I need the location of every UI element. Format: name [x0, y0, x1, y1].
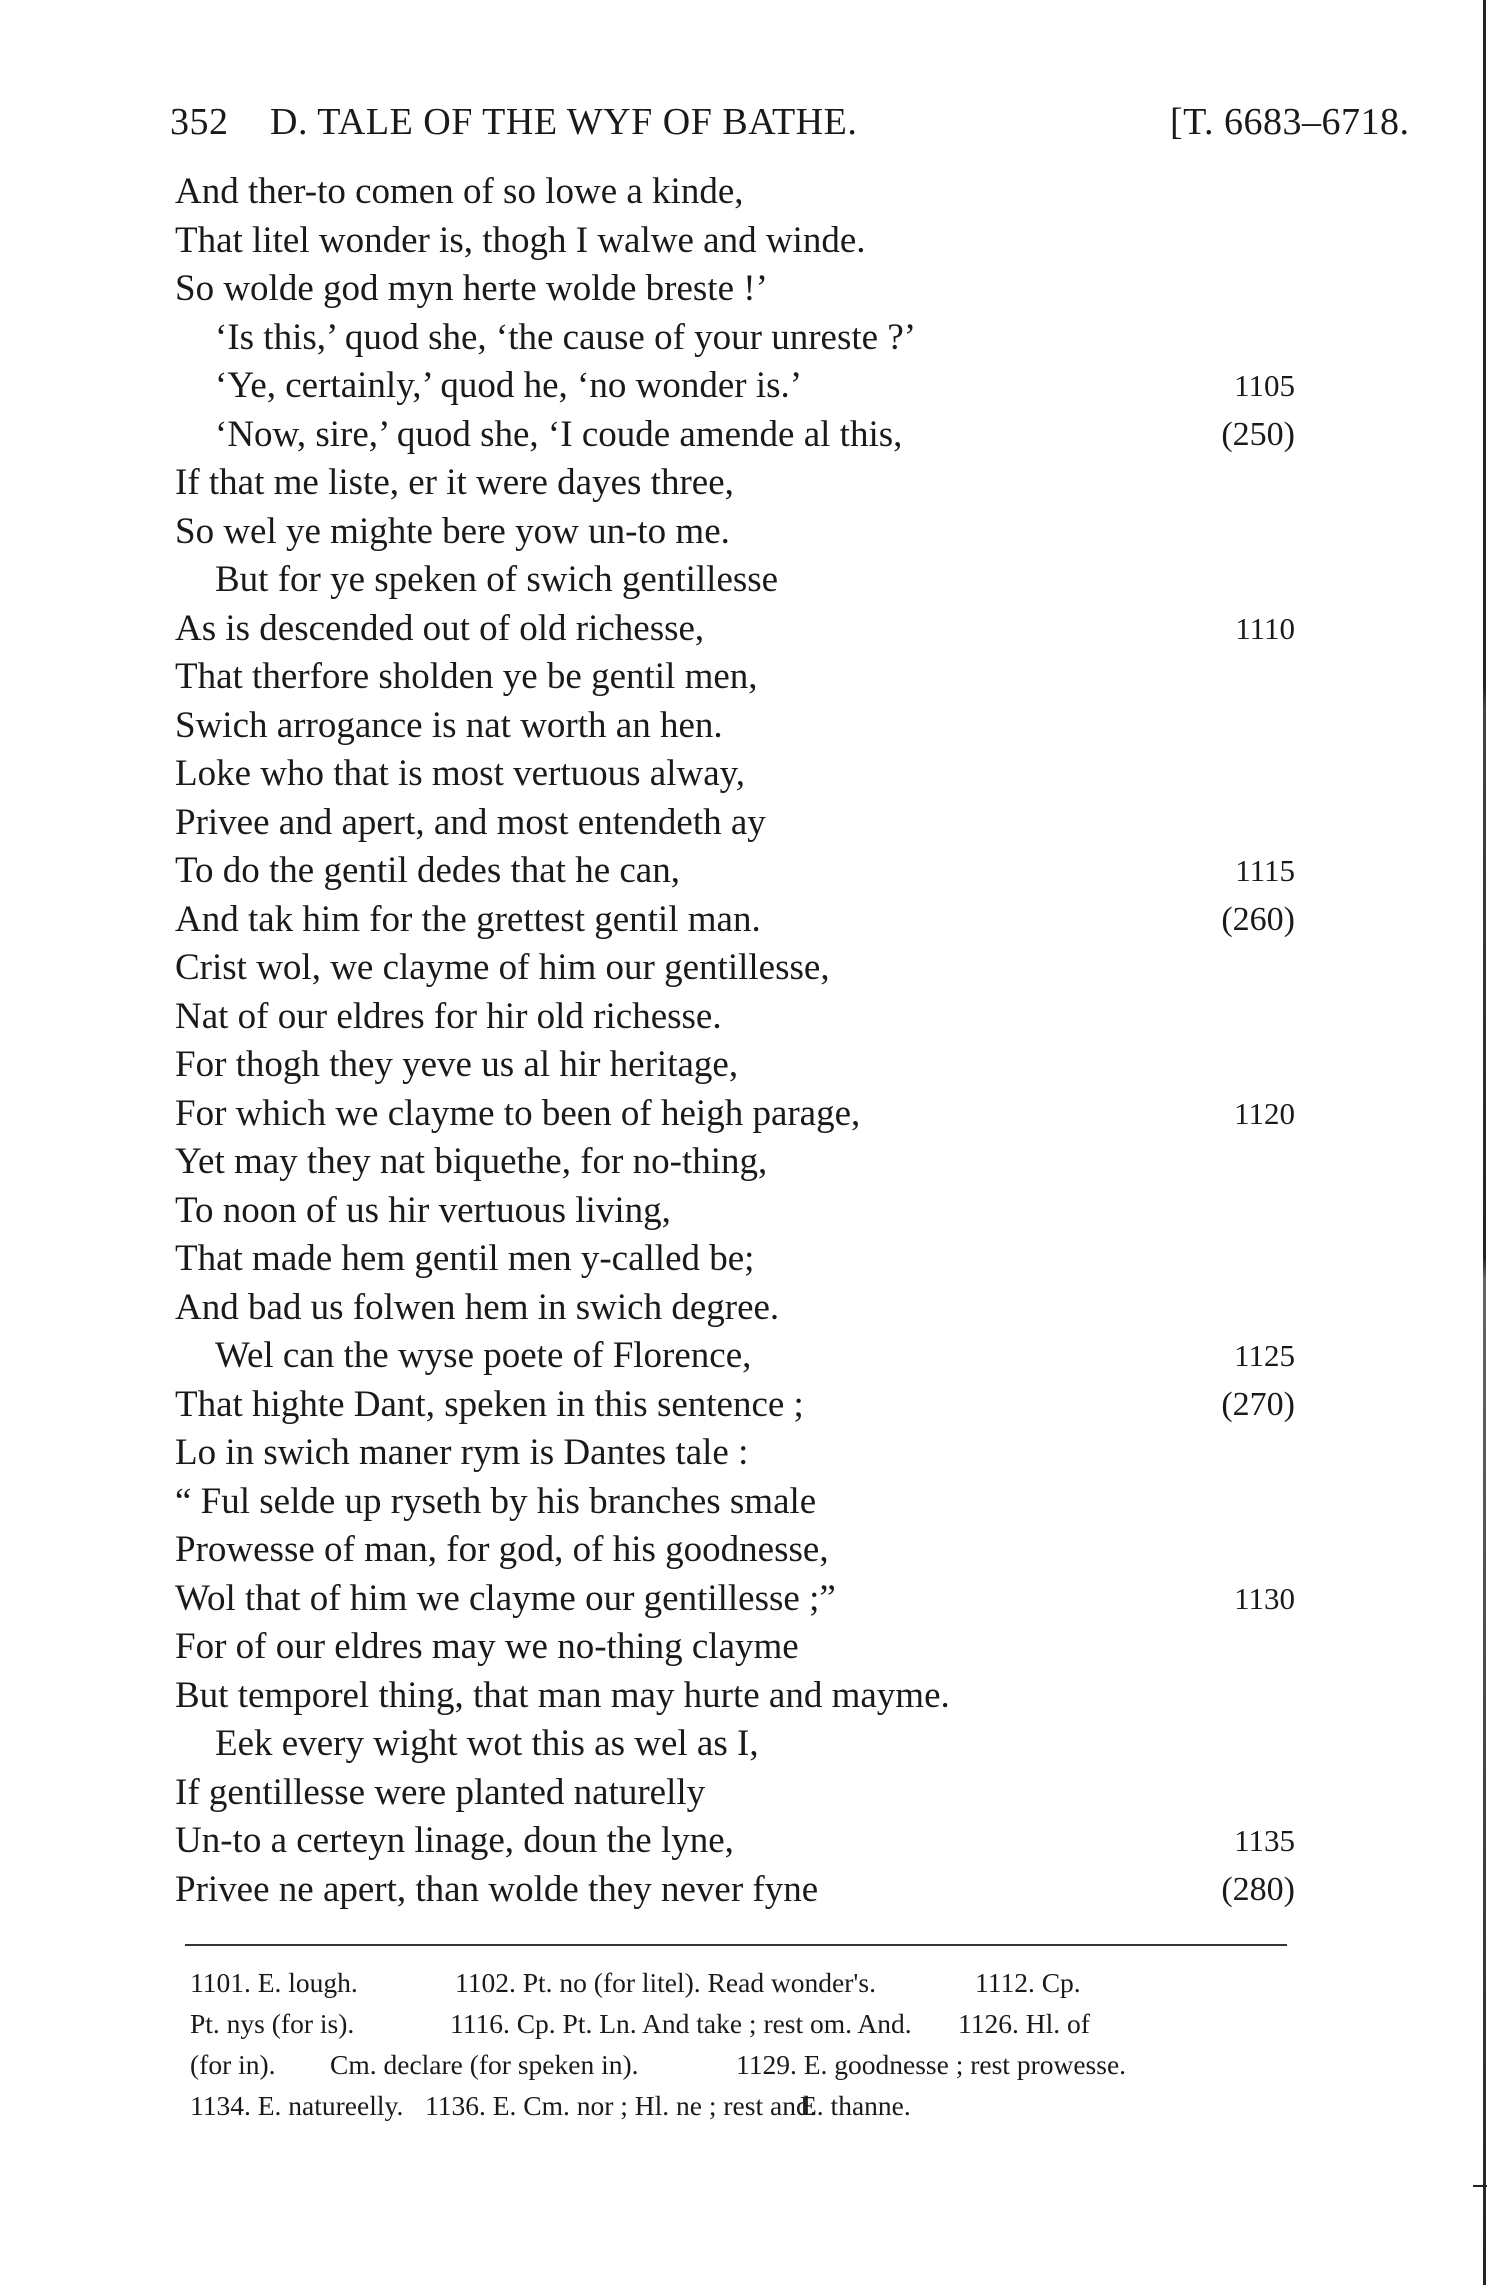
verse-text: To do the gentil dedes that he can, — [175, 850, 680, 891]
footnote-entry: 1126. Hl. of — [958, 2008, 1090, 2039]
verse-text: That highte Dant, speken in this sentence ; — [175, 1383, 804, 1425]
verse-text: And ther-to comen of so lowe a kinde, — [175, 171, 744, 212]
footnote-entry: Cm. declare (for speken in). — [330, 2049, 639, 2080]
verse-line — [175, 314, 1295, 363]
verse-text: Privee ne apert, than wolde they never fyne — [175, 1868, 819, 1910]
verse-line — [175, 1284, 1295, 1333]
footnote-entry: 1116. Cp. Pt. Ln. And take ; rest om. And. — [450, 2008, 912, 2039]
verse-text: Nat of our eldres for hir old richesse. — [175, 995, 722, 1037]
verse-text: For which we clayme to been of heigh parage, — [175, 1092, 861, 1134]
line-number: 1105 — [1234, 368, 1295, 403]
verse-text: Eek every wight wot this as wel as I, — [215, 1723, 759, 1764]
line-number: 1135 — [1234, 1823, 1295, 1858]
line-number: 1110 — [1235, 610, 1295, 646]
verse-text: That litel wonder is, thogh I walwe and winde. — [175, 219, 866, 261]
verse-line — [175, 1381, 1295, 1430]
verse-line — [175, 605, 1295, 654]
verse-line — [175, 993, 1295, 1042]
verse-line — [175, 508, 1295, 557]
verse-block — [175, 168, 1295, 1914]
footnote-rule — [185, 1944, 1287, 1946]
verse-text: That made hem gentil men y-called be; — [175, 1238, 755, 1279]
verse-text: Yet may they nat biquethe, for no-thing, — [175, 1141, 768, 1182]
verse-line — [175, 1187, 1295, 1236]
verse-line — [175, 1575, 1295, 1624]
verse-line — [175, 411, 1295, 460]
verse-line — [175, 1526, 1295, 1575]
footnote-line — [190, 2085, 1290, 2126]
verse-text: Wol that of him we clayme our gentillesse ;” — [175, 1577, 836, 1619]
verse-text: Crist wol, we clayme of him our gentillesse, — [175, 947, 830, 988]
verse-text: Lo in swich maner rym is Dantes tale : — [175, 1432, 749, 1473]
footnotes — [190, 1962, 1290, 2126]
verse-line — [175, 1138, 1295, 1187]
section-line-number: (280) — [1221, 1870, 1295, 1908]
section-line-number: (250) — [1221, 415, 1295, 453]
verse-line — [175, 847, 1295, 896]
verse-text: Loke who that is most vertuous alway, — [175, 753, 745, 794]
line-number: 1130 — [1234, 1580, 1295, 1616]
verse-line — [175, 653, 1295, 702]
footnote-entry: 1102. Pt. no (for litel). Read wonder's. — [455, 1967, 876, 1998]
verse-text: Swich arrogance is nat worth an hen. — [175, 704, 723, 746]
page-number: 352 — [170, 101, 229, 143]
verse-line — [175, 702, 1295, 751]
footnote-line — [190, 1962, 1290, 2003]
section-line-number: (270) — [1221, 1385, 1295, 1423]
verse-text: Privee and apert, and most entendeth ay — [175, 801, 766, 843]
margin-tick — [1473, 2185, 1487, 2187]
verse-line — [175, 1817, 1295, 1866]
footnote-entry: 1134. E. natureelly. — [190, 2090, 404, 2121]
verse-line — [175, 217, 1295, 266]
verse-text: And bad us folwen hem in swich degree. — [175, 1286, 780, 1328]
verse-line — [175, 1720, 1295, 1769]
verse-text: For of our eldres may we no-thing clayme — [175, 1626, 799, 1667]
verse-text: But for ye speken of swich gentillesse — [215, 559, 779, 600]
verse-text: Prowesse of man, for god, of his goodnesse, — [175, 1529, 829, 1570]
verse-text: And tak him for the grettest gentil man. — [175, 898, 761, 940]
verse-line — [175, 1623, 1295, 1672]
verse-line — [175, 799, 1295, 848]
verse-line — [175, 265, 1295, 314]
verse-text: That therfore sholden ye be gentil men, — [175, 656, 758, 697]
line-number: 1120 — [1234, 1095, 1295, 1131]
verse-line — [175, 750, 1295, 799]
verse-line — [175, 362, 1295, 411]
footnote-entry: 1101. E. lough. — [190, 1967, 358, 1998]
section-line-number: (260) — [1221, 900, 1295, 938]
verse-text: ‘Is this,’ quod she, ‘the cause of your unreste ?’ — [215, 316, 917, 358]
verse-text: Wel can the wyse poete of Florence, — [215, 1335, 752, 1376]
verse-line — [175, 1478, 1295, 1527]
verse-line — [175, 944, 1295, 993]
verse-text: But temporel thing, that man may hurte and mayme. — [175, 1674, 950, 1716]
verse-line — [175, 459, 1295, 508]
verse-line — [175, 1672, 1295, 1721]
verse-text: As is descended out of old richesse, — [175, 607, 705, 649]
verse-text: ‘Now, sire,’ quod she, ‘I coude amende al this, — [215, 413, 903, 455]
line-number: 1125 — [1234, 1338, 1295, 1373]
verse-line — [175, 556, 1295, 605]
margin-rule — [1483, 0, 1486, 2285]
footnote-entry: E. thanne. — [800, 2090, 911, 2121]
footnote-entry: 1136. E. Cm. nor ; Hl. ne ; rest and. — [425, 2090, 817, 2121]
line-number: 1115 — [1235, 853, 1295, 888]
verse-line — [175, 1090, 1295, 1139]
verse-text: To noon of us hir vertuous living, — [175, 1189, 671, 1231]
verse-line — [175, 1041, 1295, 1090]
footnote-line — [190, 2003, 1290, 2044]
page-title: D. TALE OF THE WYF OF BATHE. — [270, 101, 858, 143]
verse-text: Un-to a certeyn linage, doun the lyne, — [175, 1820, 734, 1861]
verse-text: “ Ful selde up ryseth by his branches smale — [175, 1480, 817, 1522]
footnote-entry: 1112. Cp. — [975, 1967, 1081, 1998]
verse-line — [175, 1769, 1295, 1818]
footnote-entry: (for in). — [190, 2049, 276, 2080]
verse-text: If that me liste, er it were dayes three, — [175, 462, 734, 503]
verse-line — [175, 896, 1295, 945]
verse-text: ‘Ye, certainly,’ quod he, ‘no wonder is.’ — [215, 365, 803, 406]
verse-text: For thogh they yeve us al hir heritage, — [175, 1044, 739, 1085]
verse-line — [175, 1429, 1295, 1478]
verse-text: So wel ye mighte bere yow un-to me. — [175, 510, 730, 552]
verse-line — [175, 1235, 1295, 1284]
footnote-entry: 1129. E. goodnesse ; rest prowesse. — [736, 2049, 1127, 2080]
verse-text: So wolde god myn herte wolde breste !’ — [175, 268, 768, 309]
verse-line — [175, 168, 1295, 217]
footnote-line — [190, 2044, 1290, 2085]
running-header — [170, 100, 1410, 150]
footnote-entry: Pt. nys (for is). — [190, 2008, 355, 2039]
verse-line — [175, 1332, 1295, 1381]
verse-line — [175, 1866, 1295, 1915]
verse-text: If gentillesse were planted naturelly — [175, 1771, 706, 1813]
line-range: [T. 6683–6718. — [1170, 101, 1410, 143]
